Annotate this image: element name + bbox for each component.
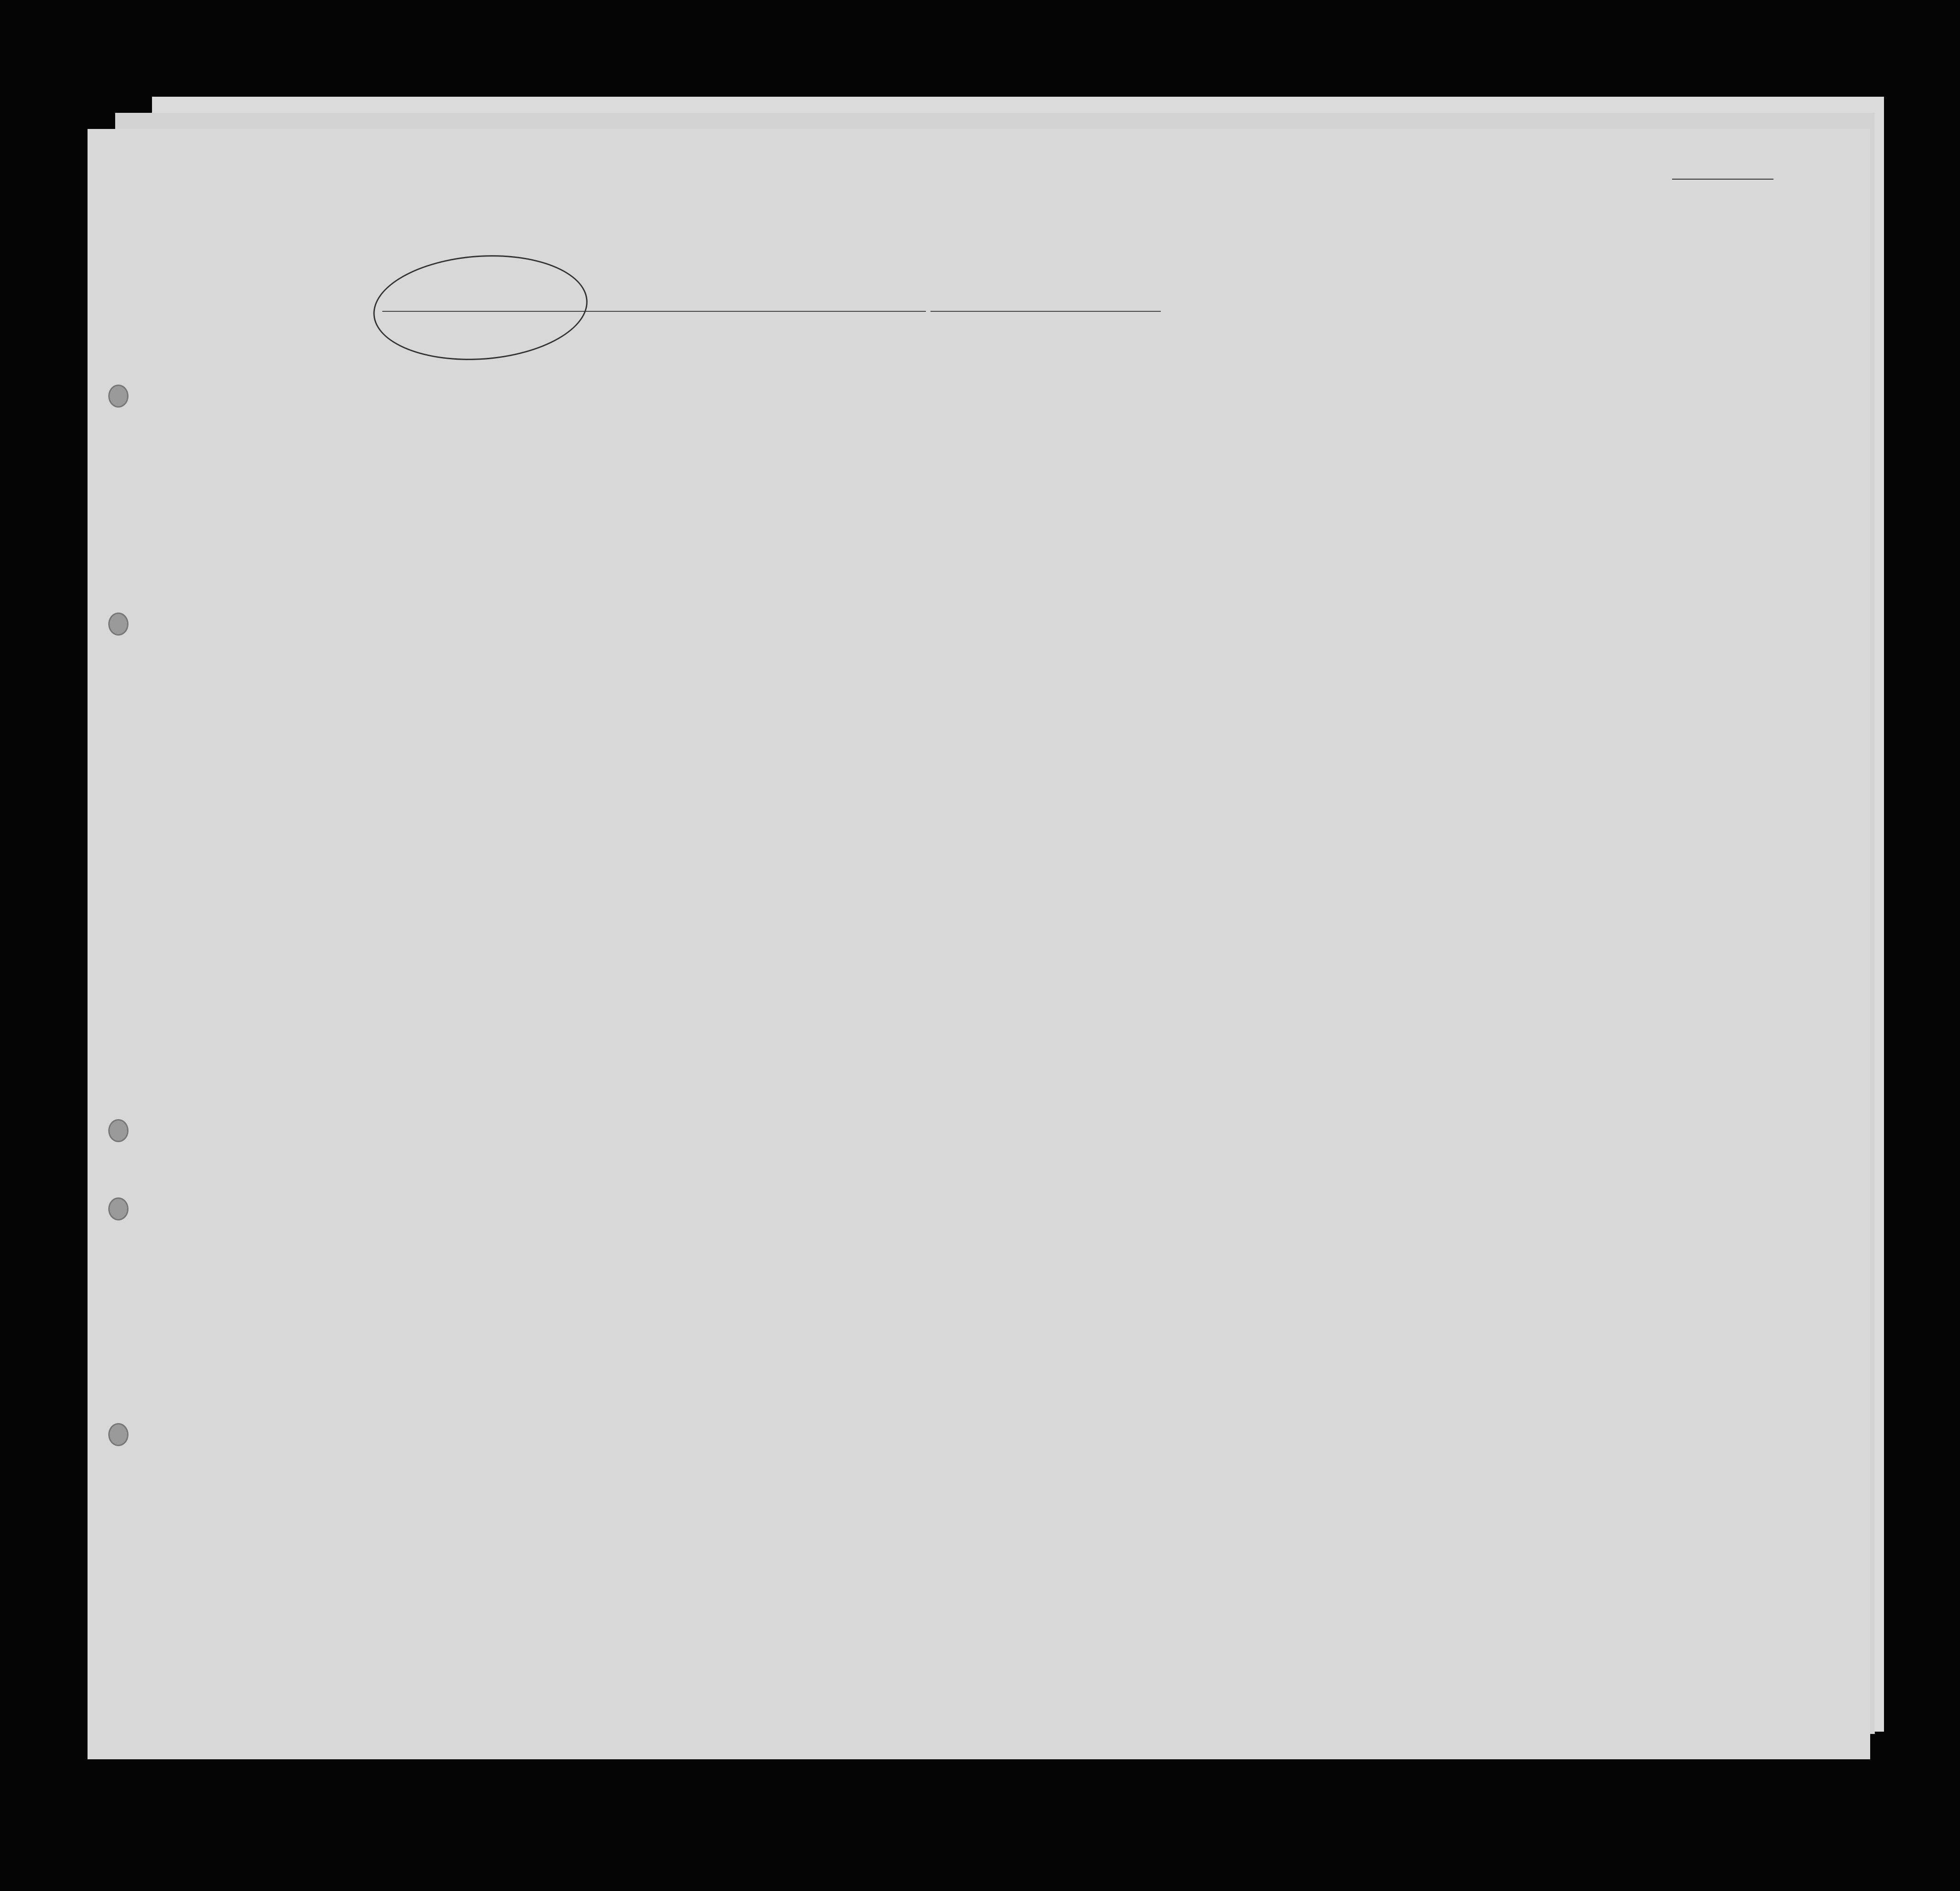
punch-hole [108,1423,129,1446]
manifest-sheet [88,129,1870,1759]
punch-hole [108,1119,129,1142]
ink-circle [370,248,591,367]
punch-hole [108,1197,129,1220]
list-label [1667,161,1773,185]
punch-hole [108,613,129,636]
punch-hole [108,385,129,408]
